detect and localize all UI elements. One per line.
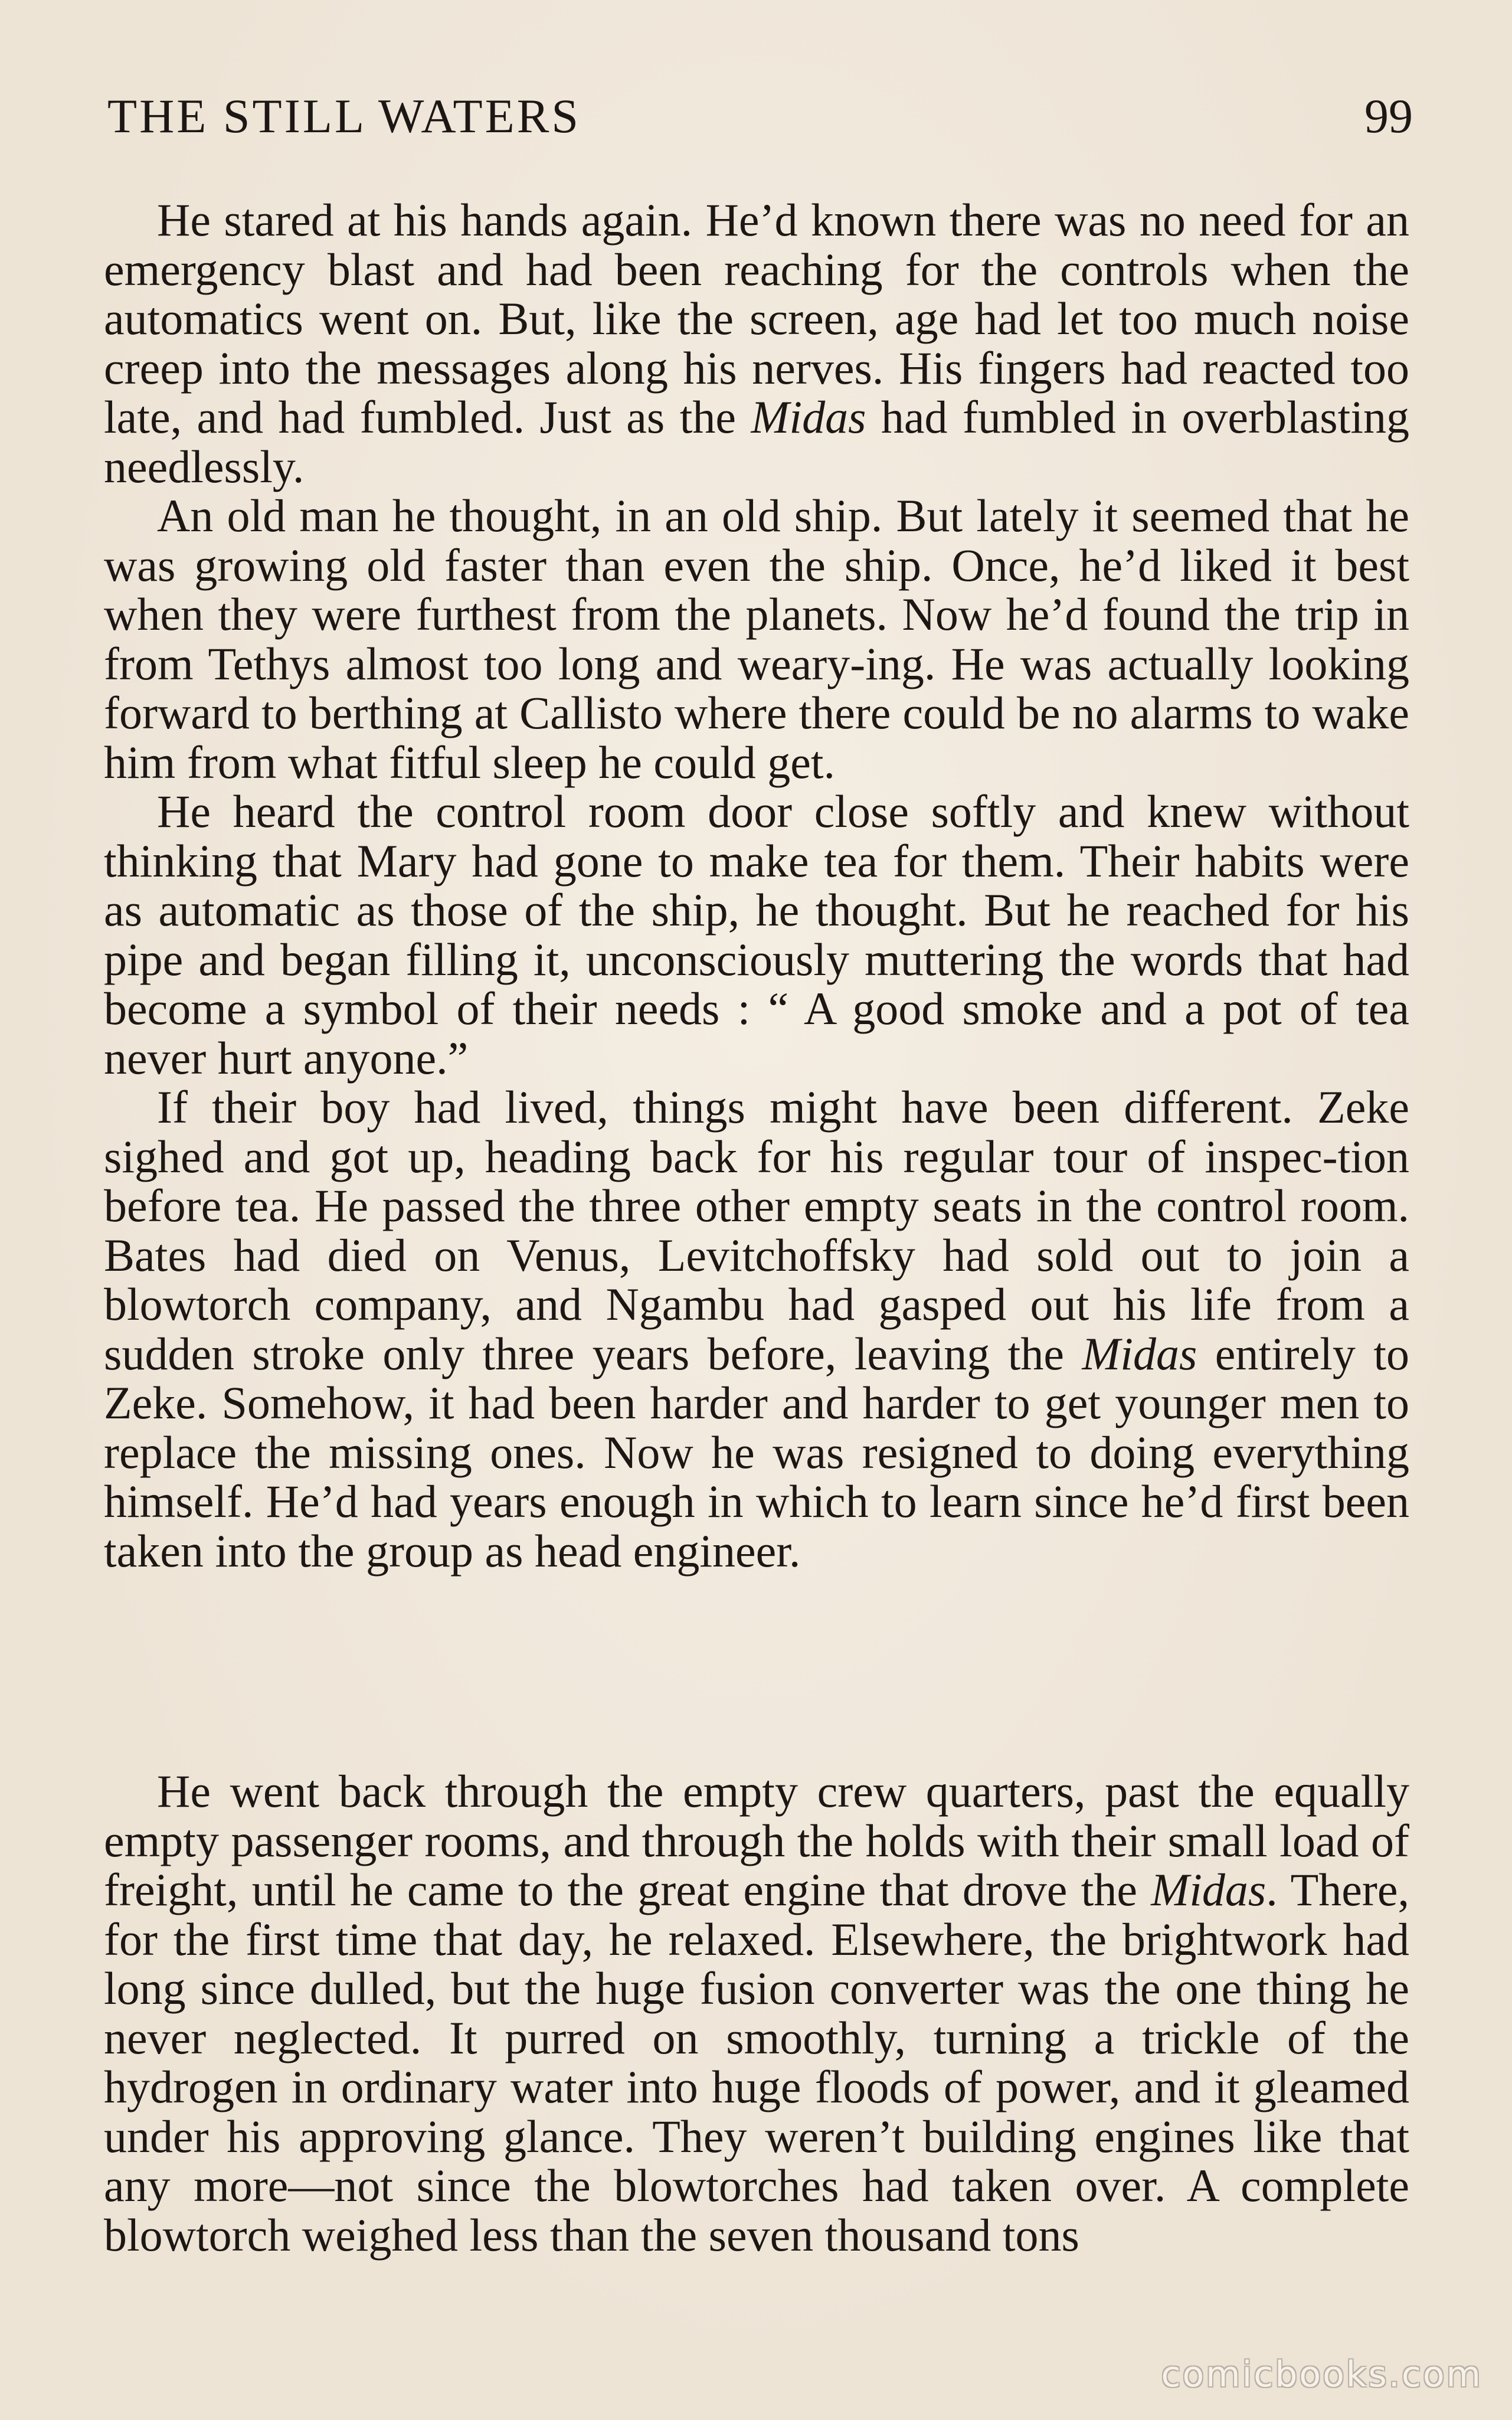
paragraph-1 [104,195,1409,491]
watermark: comicbooks.com [1161,2354,1482,2395]
text-run: He went back through the empty crew quarters, past the equally empty passenger rooms, and through the holds with their small load of freight, until he came to the great engine that drove the [104,1765,1409,1915]
paragraph-2 [104,491,1409,787]
text-block-one [104,195,1409,1575]
text-run: . There, for the first time that day, he relaxed. Elsewhere, the brightwork had long since dulled, but the huge fusion converter was the one thing he never neglected. It purred on smoothly, turning a trickle of the hydrogen in ordinary water into huge floods of power, and it gleamed under his approving glance. They weren’t building engines like that any more—not since the blowtorches had taken over. A complete blowtorch weighed less than the seven thousand tons [104,1864,1409,2261]
running-title: THE STILL WATERS [107,89,581,143]
ship-name-italic: Midas [1151,1864,1266,1915]
paragraph-5 [104,1767,1409,2259]
ship-name-italic: Midas [751,391,866,443]
paragraph-4 [104,1083,1409,1575]
text-run: had fumbled in overblasting needlessly. [104,391,1410,492]
ship-name-italic: Midas [1082,1327,1197,1379]
text-block-two [104,1767,1409,2259]
text-run: If their boy had lived, things might have been different. Zeke sighed and got up, heading back for his regular tour of inspec-tion before tea. He passed the three other empty seats in the control room. Bates had died on Venus, Levitchoffsky had sold out to join a blowtorch company, and Ngambu had gasped out his life from a sudden stroke only three years before, leaving the [104,1081,1409,1379]
page-number: 99 [1364,89,1413,143]
text-run: He stared at his hands again. He’d known there was no need for an emergency blast and had been reaching for the controls when the automatics went on. But, like the screen, age had let too much noise creep into the messages along his nerves. His fingers had reacted too late, and had fumbled. Just as the [104,194,1409,443]
text-run: An old man he thought, in an old ship. But lately it seemed that he was growing old faster than even the ship. Once, he’d liked it best when they were furthest from the planets. Now he’d found the trip in from Tethys almost too long and weary-ing. He was actually looking forward to berthing at Callisto where there could be no alarms to wake him from what fitful sleep he could get. [104,490,1409,788]
text-run: entirely to Zeke. Somehow, it had been harder and harder to get younger men to replace the missing ones. Now he was resigned to doing everything himself. He’d had years enough in which to learn since he’d first been taken into the group as head engineer. [104,1327,1409,1577]
text-run: He heard the control room door close softly and knew without thinking that Mary had gone to make tea for them. Their habits were as automatic as those of the ship, he thought. But he reached for his pipe and began filling it, unconsciously muttering the words that had become a symbol of their needs : “ A good smoke and a pot of tea never hurt anyone.” [104,786,1409,1084]
paragraph-3 [104,787,1409,1083]
running-head [107,89,1413,153]
